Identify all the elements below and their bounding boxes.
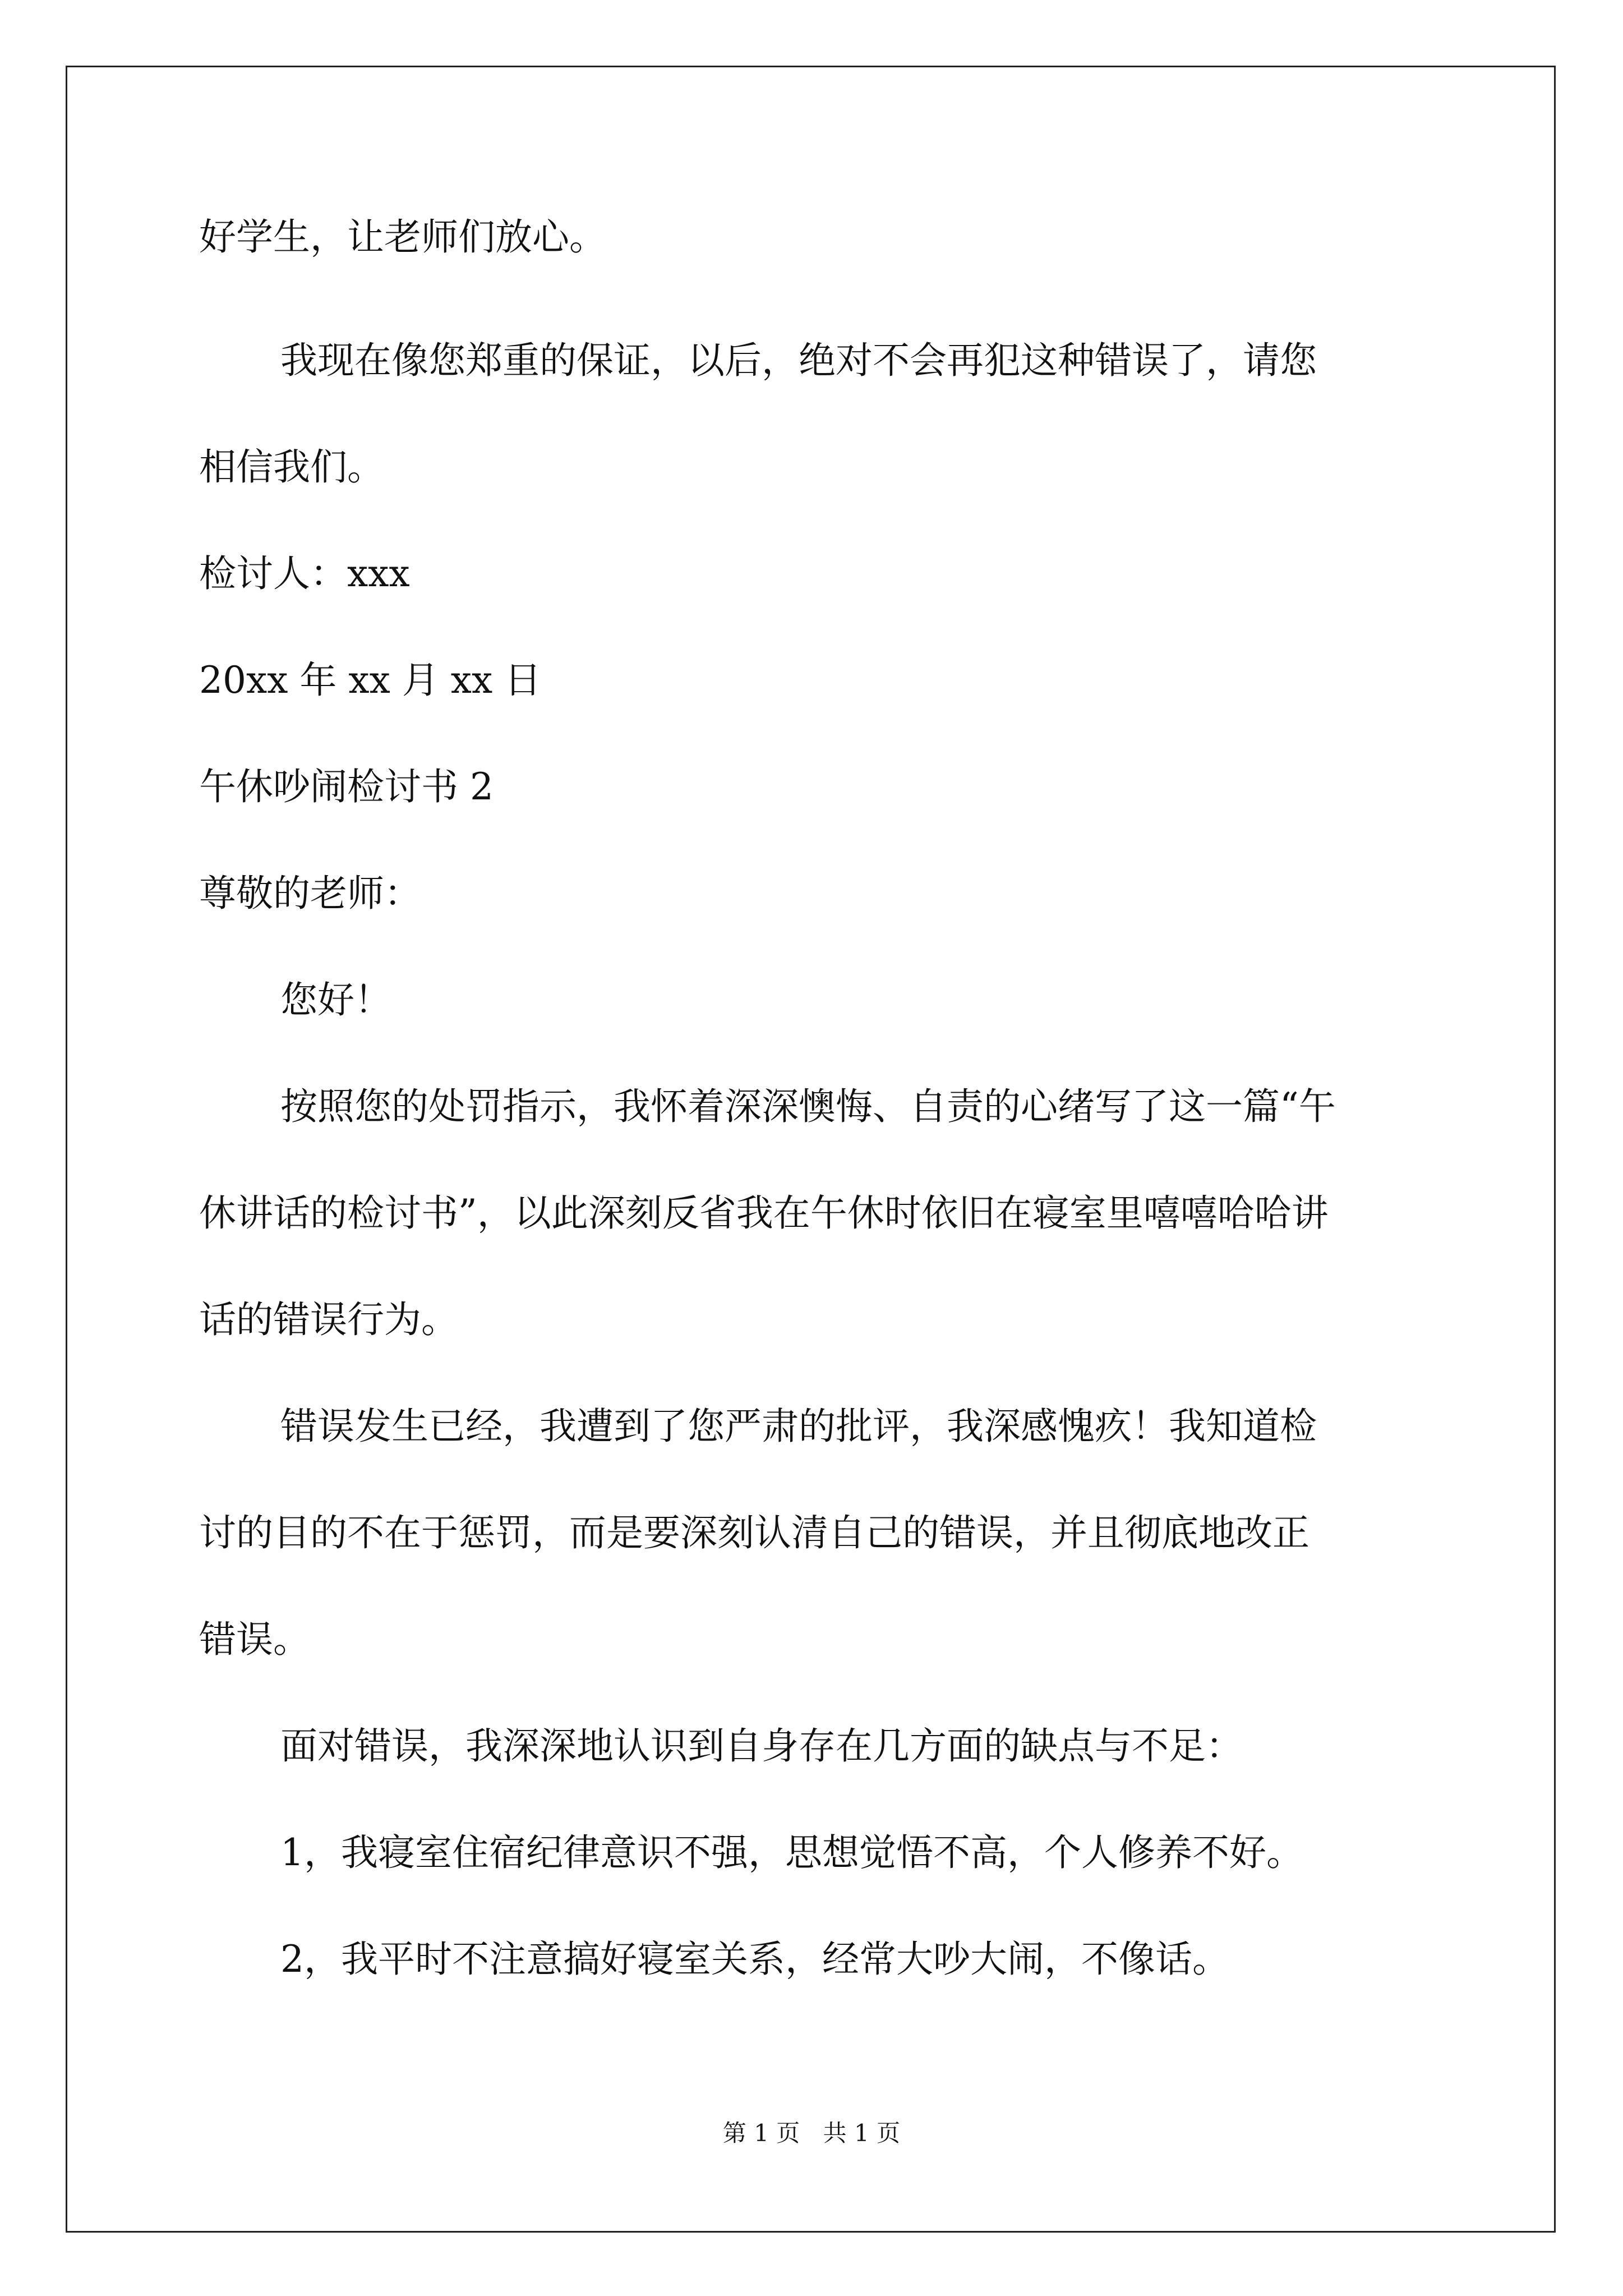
text-line-11: 话的错误行为。: [199, 1298, 458, 1341]
page-number: 第 1 页: [722, 2119, 800, 2147]
page-total: 共 1 页: [823, 2119, 901, 2147]
text-line-10: 休讲话的检讨书”，以此深刻反省我在午休时依旧在寝室里嘻嘻哈哈讲: [199, 1191, 1329, 1235]
date-line: 20xx 年 xx 月 xx 日: [199, 659, 542, 702]
page-footer: [0, 2119, 1623, 2147]
page-border: [66, 66, 1556, 2233]
section-title: 午休吵闹检讨书 2: [199, 765, 494, 808]
text-line-14: 错误。: [199, 1618, 310, 1661]
text-line-12: 错误发生已经，我遭到了您严肃的批评，我深感愧疚！我知道检: [280, 1405, 1317, 1448]
text-line-9: 按照您的处罚指示，我怀着深深懊悔、自责的心绪写了这一篇“午: [280, 1085, 1336, 1128]
salutation: 尊敬的老师：: [199, 872, 421, 915]
greeting: 您好！: [280, 978, 391, 1022]
text-line-3: 相信我们。: [199, 445, 384, 489]
list-item-1: 1，我寝室住宿纪律意识不强，思想觉悟不高，个人修养不好。: [280, 1831, 1303, 1874]
text-line-1: 好学生，让老师们放心。: [199, 215, 606, 259]
text-line-13: 讨的目的不在于惩罚，而是要深刻认清自己的错误，并且彻底地改正: [199, 1511, 1310, 1554]
text-line-2: 我现在像您郑重的保证，以后，绝对不会再犯这种错误了，请您: [280, 339, 1317, 382]
signer-line: 检讨人：xxx: [199, 552, 410, 595]
list-item-2: 2，我平时不注意搞好寝室关系，经常大吵大闹，不像话。: [280, 1938, 1229, 1981]
text-line-15: 面对错误，我深深地认识到自身存在几方面的缺点与不足：: [280, 1724, 1243, 1768]
